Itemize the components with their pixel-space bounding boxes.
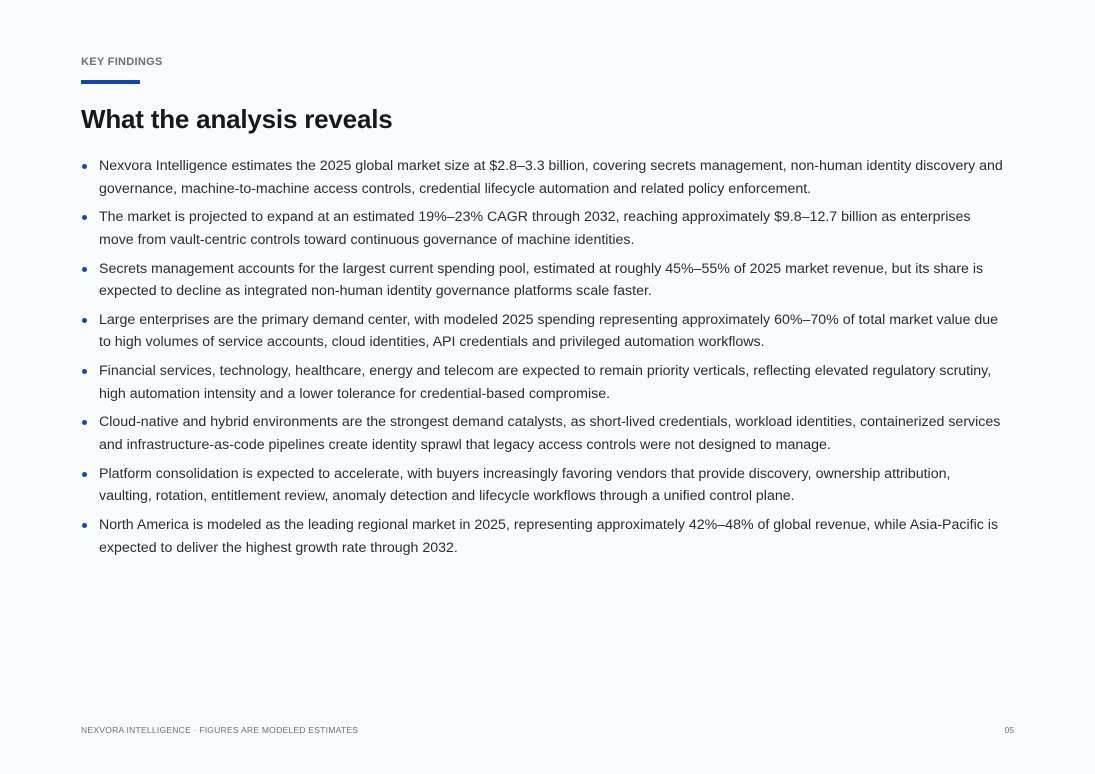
bullet-icon bbox=[82, 369, 87, 374]
finding-item bbox=[81, 514, 1006, 559]
finding-item bbox=[81, 411, 1006, 456]
finding-item bbox=[81, 258, 1006, 303]
report-page bbox=[81, 0, 1016, 774]
bullet-icon bbox=[82, 267, 87, 272]
bullet-icon bbox=[82, 472, 87, 477]
bullet-icon bbox=[82, 164, 87, 169]
bullet-icon bbox=[82, 215, 87, 220]
section-eyebrow: KEY FINDINGS bbox=[81, 56, 163, 68]
finding-text: The market is projected to expand at an estimated 19%–23% CAGR through 2032, reaching approximately $9.8–12.7 billion as enterprises move from vault-centric controls toward continuous governance of machine identities. bbox=[99, 209, 971, 248]
bullet-icon bbox=[82, 318, 87, 323]
finding-item bbox=[81, 309, 1006, 354]
finding-item bbox=[81, 206, 1006, 251]
finding-item bbox=[81, 155, 1006, 200]
finding-text: Platform consolidation is expected to accelerate, with buyers increasingly favoring vendors that provide discovery, ownership attribution, vaulting, rotation, entitlement review, anomaly detection and lifecycle workflows through a unified control plane. bbox=[99, 465, 951, 505]
footer-source: NEXVORA INTELLIGENCE · FIGURES ARE MODELED ESTIMATES bbox=[81, 725, 359, 735]
bullet-icon bbox=[82, 420, 87, 425]
findings-list bbox=[81, 155, 1006, 565]
finding-text: Secrets management accounts for the largest current spending pool, estimated at roughly 45%–55% of 2025 market revenue, but its share is expected to decline as integrated non-human identity governance platforms scale faster. bbox=[99, 260, 984, 300]
page-title: What the analysis reveals bbox=[81, 104, 393, 134]
finding-text: North America is modeled as the leading regional market in 2025, representing approximately 42%–48% of global revenue, while Asia-Pacific is expected to deliver the highest growth rate through 2032. bbox=[99, 517, 999, 556]
finding-text: Financial services, technology, healthcare, energy and telecom are expected to remain priority verticals, reflecting elevated regulatory scrutiny, high automation intensity and a lower tolerance for credential-based compromise. bbox=[99, 363, 992, 402]
page-number: 05 bbox=[1004, 725, 1014, 735]
accent-bar bbox=[81, 80, 140, 84]
bullet-icon bbox=[82, 523, 87, 528]
finding-text: Nexvora Intelligence estimates the 2025 global market size at $2.8–3.3 billion, covering secrets management, non-human identity discovery and governance, machine-to-machine access controls, credential lifecycle automation and related policy enforcement. bbox=[99, 158, 1003, 197]
finding-item bbox=[81, 463, 1006, 508]
finding-text: Large enterprises are the primary demand center, with modeled 2025 spending representing approximately 60%–70% of total market value due to high volumes of service accounts, cloud identities, API credentials and privileged automation workflows. bbox=[99, 311, 999, 351]
finding-text: Cloud-native and hybrid environments are the strongest demand catalysts, as short-lived credentials, workload identities, containerized services and infrastructure-as-code pipelines create identity sprawl that legacy access controls were not designed to manage. bbox=[99, 414, 1001, 453]
finding-item bbox=[81, 360, 1006, 405]
